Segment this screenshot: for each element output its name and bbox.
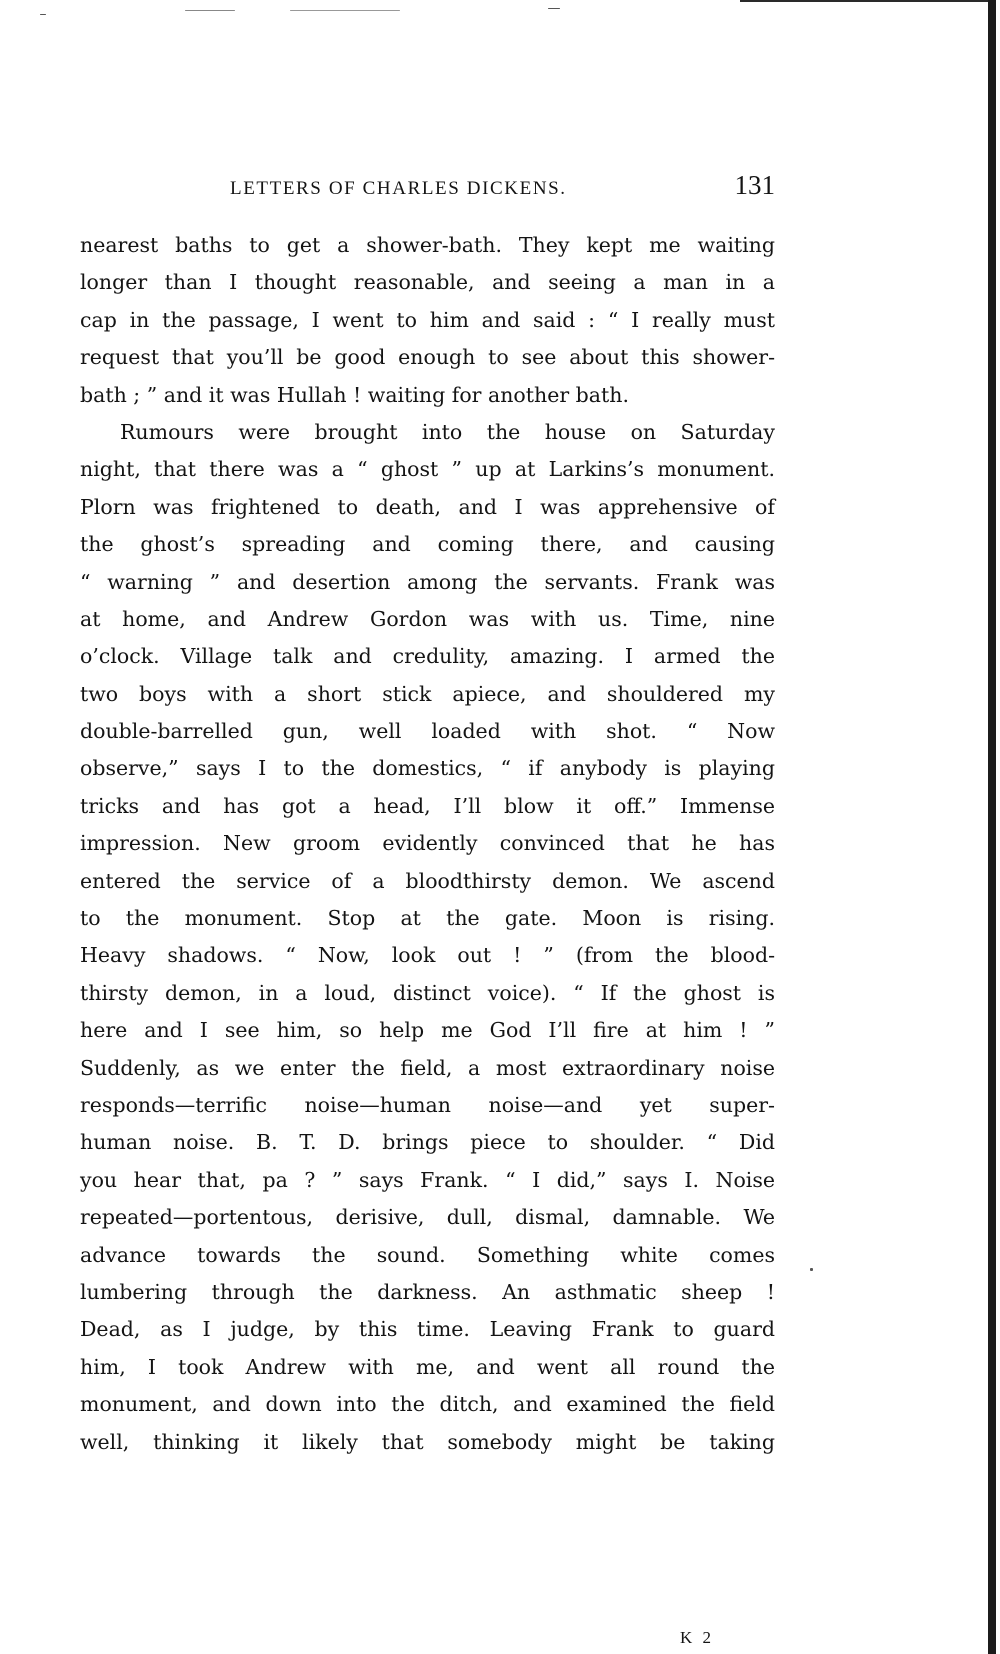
text-line: tricks and has got a head, I’ll blow it off.” Immense xyxy=(80,793,775,818)
text-line: nearest baths to get a shower-bath. They kept me waiting xyxy=(80,233,775,257)
text-line: advance towards the sound. Something white comes xyxy=(80,1242,775,1267)
text-line: “ warning ” and desertion among the servants. Frank was xyxy=(80,569,775,594)
paragraph xyxy=(80,227,775,414)
text-line: the ghost’s spreading and coming there, and causing xyxy=(80,532,775,557)
text-line: him, I took Andrew with me, and went all round the xyxy=(80,1354,775,1379)
text-line: Rumours were brought into the house on Saturday xyxy=(120,419,775,444)
text-line: Dead, as I judge, by this time. Leaving Frank to guard xyxy=(80,1317,775,1342)
scan-speck xyxy=(40,14,46,15)
page-number: 131 xyxy=(734,170,775,200)
text-line: bath ; ” and it was Hullah ! waiting for another bath. xyxy=(80,382,629,407)
text-line: o’clock. Village talk and credulity, amazing. I armed the xyxy=(80,644,775,669)
scan-speck xyxy=(548,8,560,9)
page-header xyxy=(80,170,775,210)
text-line: to the monument. Stop at the gate. Moon is rising. xyxy=(80,906,775,931)
text-line: double-barrelled gun, well loaded with shot. “ Now xyxy=(80,719,775,744)
text-line: request that you’ll be good enough to see about this shower- xyxy=(80,345,775,370)
text-line: cap in the passage, I went to him and said : “ I really must xyxy=(80,307,775,332)
body-text xyxy=(80,227,775,1461)
text-line: two boys with a short stick apiece, and shouldered my xyxy=(80,681,775,706)
text-line: at home, and Andrew Gordon was with us. Time, nine xyxy=(80,606,775,631)
scan-edge-right xyxy=(988,0,996,1654)
text-line: monument, and down into the ditch, and examined the field xyxy=(80,1392,775,1417)
text-line: Suddenly, as we enter the field, a most extraordinary noise xyxy=(80,1055,775,1080)
signature-mark: K 2 xyxy=(680,1628,715,1647)
text-line: you hear that, pa ? ” says Frank. “ I did,” says I. Noise xyxy=(80,1167,775,1192)
text-line: Heavy shadows. “ Now, look out ! ” (from the blood- xyxy=(80,943,775,968)
scan-edge-top xyxy=(740,0,995,2)
text-line: responds—terrific noise—human noise—and yet super- xyxy=(80,1092,775,1117)
text-line: night, that there was a “ ghost ” up at Larkins’s monument. xyxy=(80,457,775,482)
running-head: LETTERS OF CHARLES DICKENS. xyxy=(230,178,567,199)
text-line: repeated—portentous, derisive, dull, dismal, damnable. We xyxy=(80,1205,775,1230)
text-line: impression. New groom evidently convinced that he has xyxy=(80,831,775,856)
text-line: longer than I thought reasonable, and seeing a man in a xyxy=(80,270,775,295)
scan-speck xyxy=(810,1268,813,1271)
scan-speck xyxy=(185,10,235,11)
text-line: here and I see him, so help me God I’ll fire at him ! ” xyxy=(80,1018,775,1043)
scan-speck xyxy=(290,10,400,11)
text-line: Plorn was frightened to death, and I was apprehensive of xyxy=(80,494,775,519)
text-line: entered the service of a bloodthirsty demon. We ascend xyxy=(80,868,775,893)
text-line: human noise. B. T. D. brings piece to shoulder. “ Did xyxy=(80,1130,775,1155)
paragraph xyxy=(80,414,775,1461)
text-line: lumbering through the darkness. An asthmatic sheep ! xyxy=(80,1279,775,1304)
text-line: observe,” says I to the domestics, “ if anybody is playing xyxy=(80,756,775,781)
text-line: well, thinking it likely that somebody might be taking xyxy=(80,1429,775,1454)
text-line: thirsty demon, in a loud, distinct voice). “ If the ghost is xyxy=(80,980,775,1005)
